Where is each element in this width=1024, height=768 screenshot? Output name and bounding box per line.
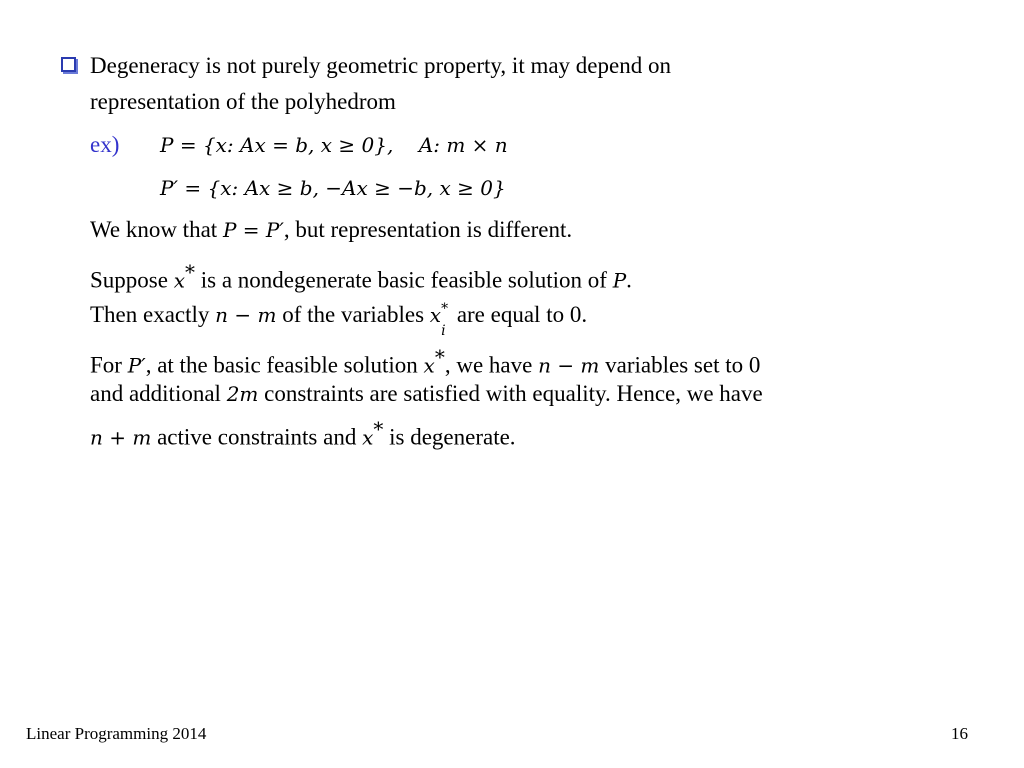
suppose-line: [90, 259, 632, 295]
formula-p-prime: [160, 174, 506, 202]
then-line: [90, 301, 588, 339]
and-add-post: constraints are satisfied with equality. Hence, we have: [258, 381, 763, 406]
then-star: *: [441, 301, 449, 317]
then-sub: i: [441, 323, 446, 339]
n-plus-post: is degenerate.: [383, 424, 516, 450]
formula-p: [160, 131, 508, 159]
n-plus-star: *: [373, 417, 384, 441]
n-plus-math-x: x: [362, 425, 374, 450]
suppose-pre: Suppose: [90, 267, 174, 293]
for-p-mid: , at the basic feasible solution: [145, 352, 424, 378]
formula-p-set: P = {x: Ax = b, x ≥ 0},: [160, 133, 394, 157]
footer-course: Linear Programming 2014: [26, 724, 207, 743]
then-mid: of the variables: [276, 302, 430, 327]
suppose-mid: is a nondegenerate basic feasible solution of: [194, 267, 613, 293]
suppose-post: .: [626, 267, 632, 293]
formula-a-dim: A: m × n: [418, 133, 508, 157]
formula-p-prime-set: P′ = {x: Ax ≥ b, −Ax ≥ −b, x ≥ 0}: [160, 176, 506, 200]
then-math-nm: n − m: [215, 303, 277, 327]
for-p-math-x: x: [423, 353, 435, 378]
for-p-line: [90, 344, 760, 380]
then-post: are equal to 0.: [451, 302, 588, 327]
for-p-post: variables set to 0: [599, 352, 761, 378]
n-plus-line: [90, 416, 516, 452]
then-math-x: x: [429, 303, 442, 327]
then-script: [441, 301, 451, 339]
checkbox-square-icon: [61, 57, 76, 72]
for-p-pre: For: [90, 352, 128, 378]
we-know-pre: We know that: [90, 217, 223, 242]
and-add-math: 2m: [226, 382, 259, 406]
for-p-math: P′: [127, 353, 146, 378]
we-know-math: P = P′: [222, 218, 284, 242]
n-plus-mid: active constraints and: [151, 424, 363, 450]
bullet-text-line-1: Degeneracy is not purely geometric property, it may depend on: [90, 53, 671, 78]
and-add-line: [90, 380, 763, 408]
then-pre: Then exactly: [90, 302, 216, 327]
suppose-math-p: P: [612, 268, 627, 293]
for-p-math-nm: n − m: [538, 353, 600, 378]
for-p-star: *: [434, 345, 445, 369]
page-number: 16: [951, 724, 968, 743]
we-know-post: , but representation is different.: [283, 217, 573, 242]
for-p-mid2: , we have: [444, 352, 539, 378]
suppose-star: *: [184, 260, 195, 284]
bullet-text-line-2: representation of the polyhedrom: [90, 89, 396, 114]
we-know-line: [90, 216, 572, 244]
suppose-math-x: x: [173, 268, 185, 293]
example-label: ex): [90, 132, 120, 157]
and-add-pre: and additional: [90, 381, 227, 406]
n-plus-math: n + m: [90, 425, 152, 450]
